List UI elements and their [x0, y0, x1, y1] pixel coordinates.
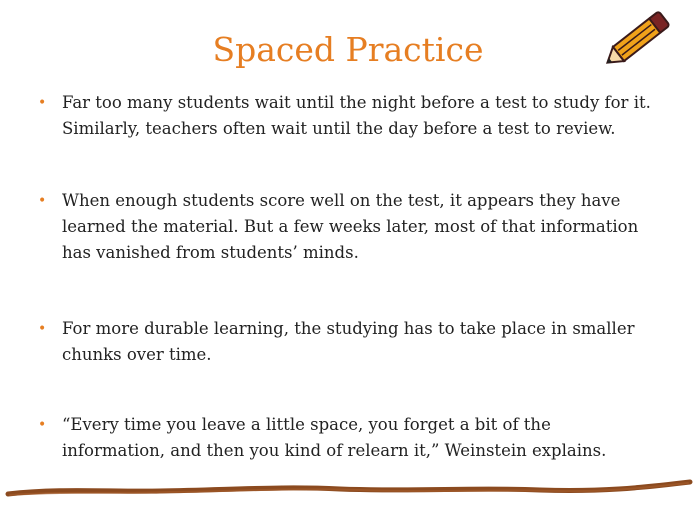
- bullet-item: [38, 188, 654, 266]
- bullet-text: “Every time you leave a little space, you forget a bit of the information, and then you kind of relearn it,” Weinstein explains.: [62, 415, 607, 460]
- bullet-item: [38, 316, 654, 368]
- bullet-marker: •: [38, 95, 47, 111]
- bullet-marker: •: [38, 417, 47, 433]
- bullet-item: [38, 90, 654, 142]
- decorative-divider: [0, 472, 696, 502]
- bullet-marker: •: [38, 193, 47, 209]
- bullet-text: Far too many students wait until the night before a test to study for it. Similarly, teachers often wait until the day before a test to review.: [62, 93, 651, 138]
- slide-title: Spaced Practice: [212, 30, 484, 69]
- bullet-item: [38, 412, 654, 464]
- pencil-icon: [596, 2, 680, 78]
- bullet-marker: •: [38, 321, 47, 337]
- bullet-text: When enough students score well on the test, it appears they have learned the material. But a few weeks later, most of that information has vanished from students’ minds.: [62, 191, 639, 262]
- bullet-text: For more durable learning, the studying has to take place in smaller chunks over time.: [62, 319, 635, 364]
